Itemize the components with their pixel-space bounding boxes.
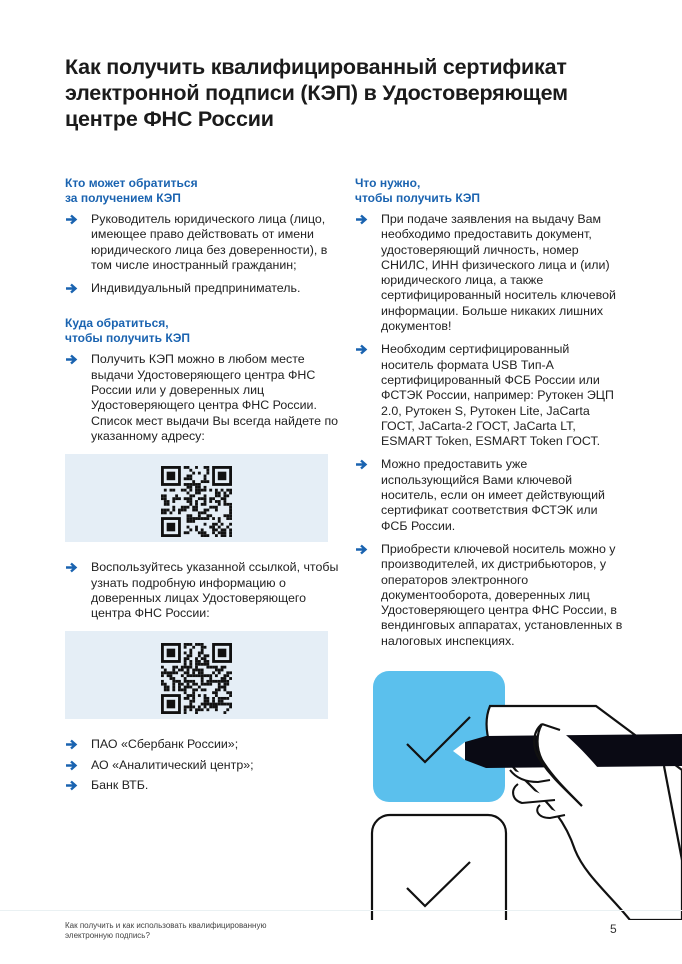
page-number: 5 bbox=[610, 922, 617, 936]
footer-caption-line: Как получить и как использовать квалифицированную bbox=[65, 921, 267, 930]
footer-divider bbox=[0, 910, 682, 911]
list-item bbox=[355, 542, 625, 649]
list-item bbox=[65, 212, 340, 273]
list-item bbox=[65, 560, 340, 621]
list-item-text: ПАО «Сбербанк России»; bbox=[91, 737, 239, 752]
arrow-right-icon bbox=[355, 459, 368, 470]
list-item bbox=[355, 457, 625, 533]
list-item-text: Необходим сертифицированный носитель формата USB Тип-А сертифицированный ФСБ России или ФСТЭК России, например: Рутокен ЭЦП 2.0, Рутокен S, Рутокен Lite, JaCarta ГОСТ, JaCarta-2 ГОСТ, JaCarta LT, ESMART Token, ESMART Token ГОСТ. bbox=[381, 342, 614, 449]
footer-caption-line: электронную подпись? bbox=[65, 931, 150, 940]
checked-box-outline bbox=[372, 815, 506, 920]
list-item-text: Руководитель юридического лица (лицо, имеющее право действовать от имени юридического лица без доверенности), в том числе иностранный гражданин; bbox=[91, 212, 328, 272]
heading-line: за получением КЭП bbox=[65, 191, 181, 205]
left-column bbox=[65, 176, 340, 801]
arrow-right-icon bbox=[355, 544, 368, 555]
arrow-right-icon bbox=[355, 344, 368, 355]
list-item bbox=[65, 758, 340, 773]
list-item-text: Индивидуальный предприниматель. bbox=[91, 281, 301, 296]
list-item bbox=[355, 212, 625, 334]
arrow-right-icon bbox=[65, 283, 78, 294]
arrow-right-icon bbox=[65, 739, 78, 750]
list-item bbox=[65, 281, 340, 296]
heading-line: чтобы получить КЭП bbox=[65, 331, 190, 346]
list-item-text: Воспользуйтесь указанной ссылкой, чтобы узнать подробную информацию о доверенных лицах Удостоверяющего центра ФНС России: bbox=[91, 560, 339, 621]
right-column bbox=[355, 176, 625, 657]
heading-line: Кто может обратиться bbox=[65, 176, 198, 190]
list-item bbox=[65, 778, 340, 793]
heading-line: Что нужно, bbox=[355, 176, 421, 190]
section-heading bbox=[65, 316, 340, 346]
qr-code-icon[interactable] bbox=[161, 643, 232, 714]
section-heading bbox=[65, 176, 340, 206]
footer-caption bbox=[65, 921, 305, 941]
qr-panel-trusted bbox=[65, 631, 328, 719]
arrow-right-icon bbox=[65, 354, 78, 365]
page-title: Как получить квалифицированный сертификат электронной подписи (КЭП) в Удостоверяющем центре ФНС России bbox=[65, 55, 568, 131]
hand-pen-checkbox-illustration bbox=[360, 660, 682, 920]
list-item-text: Можно предоставить уже использующийся Вами ключевой носитель, если он имеет действующий сертификат соответствия ФСТЭК или ФСБ России. bbox=[381, 457, 605, 533]
list-item bbox=[355, 342, 625, 449]
arrow-right-icon bbox=[355, 214, 368, 225]
arrow-right-icon bbox=[65, 780, 78, 791]
heading-line: Куда обратиться, bbox=[65, 316, 169, 331]
list-item bbox=[65, 737, 340, 752]
list-item-text: Приобрести ключевой носитель можно у производителей, их дистрибьюторов, у операторов электронного документооборота, доверенных лиц Удостоверяющего центра ФНС России, в вендинговых аппаратах, установленных в налоговых инспекциях. bbox=[381, 541, 623, 648]
list-item-text: При подаче заявления на выдачу Вам необходимо предоставить документ, удостоверяющий личность, номер СНИЛС, ИНН физического лица и (или) юридического лица, а также сертифицированный носитель ключевой информации. Больше никаких лишних документов! bbox=[381, 212, 616, 334]
qr-panel-locations bbox=[65, 454, 328, 542]
section-who bbox=[65, 176, 340, 296]
arrow-right-icon bbox=[65, 562, 78, 573]
list-item bbox=[65, 352, 340, 444]
section-heading bbox=[355, 176, 625, 206]
section-where bbox=[65, 316, 340, 793]
qr-code-icon[interactable] bbox=[161, 466, 232, 537]
arrow-right-icon bbox=[65, 214, 78, 225]
heading-line: чтобы получить КЭП bbox=[355, 191, 480, 205]
arrow-right-icon bbox=[65, 760, 78, 771]
list-item-text: АО «Аналитический центр»; bbox=[91, 757, 254, 772]
list-item-text: Получить КЭП можно в любом месте выдачи Удостоверяющего центра ФНС России или у доверенных лиц Удостоверяющего центра ФНС России. Список мест выдачи Вы всегда найдете по указанному адресу: bbox=[91, 352, 339, 443]
list-item-text: Банк ВТБ. bbox=[91, 778, 149, 793]
